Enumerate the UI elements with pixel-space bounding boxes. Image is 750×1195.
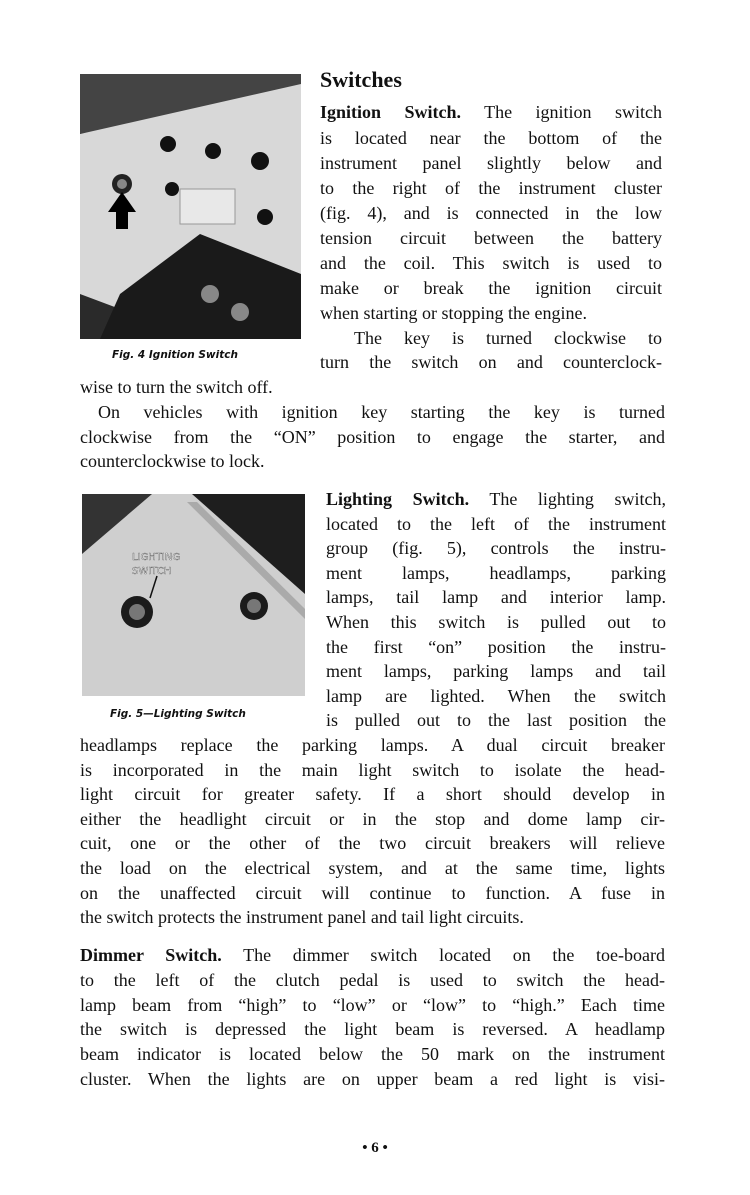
line-text: turn the switch on and counterclock- — [320, 352, 662, 372]
line-text: the first “on” position the instru- — [326, 636, 666, 657]
line-text: the switch is depressed the light beam is reversed. A headlamp — [80, 1019, 665, 1040]
text-line — [326, 512, 666, 536]
text-line — [320, 151, 662, 175]
line-text: ment lamps, headlamps, parking — [326, 562, 666, 583]
text-line — [320, 100, 662, 124]
line-text: The dimmer switch located on the toe-board — [221, 945, 665, 965]
line-text: on the unaffected circuit will continue to function. A fuse in — [80, 882, 665, 903]
text-line — [80, 1017, 665, 1041]
line-text: cluster. When the lights are on upper beam a red light is visi- — [80, 1069, 665, 1089]
line-text: The key is turned clockwise to — [354, 328, 662, 348]
section-heading: Switches — [320, 67, 402, 92]
text-line — [80, 733, 665, 757]
line-text: is located near the bottom of the — [320, 128, 662, 148]
line-text: the load on the electrical system, and at the same time, lights — [80, 858, 665, 878]
figure-5-label-line1: LIGHTING — [132, 552, 181, 563]
figure-4-photo — [80, 74, 301, 339]
text-line — [320, 226, 662, 250]
line-text: is pulled out to the last position the — [326, 710, 666, 731]
text-line — [80, 782, 665, 806]
text-line — [326, 536, 666, 560]
line-text: is incorporated in the main light switch to isolate the head- — [80, 759, 665, 780]
figure-4-caption: Fig. 4 Ignition Switch — [112, 349, 238, 361]
text-line — [80, 968, 665, 992]
paragraph-lead: Ignition Switch. — [320, 102, 461, 122]
line-text: the switch protects the instrument panel and tail light circuits. — [80, 907, 524, 928]
line-text: beam indicator is located below the 50 mark on the instrument — [80, 1044, 665, 1065]
line-text: wise to turn the switch off. — [80, 377, 273, 397]
line-text: The ignition switch — [460, 102, 662, 122]
line-text: tension circuit between the battery — [320, 228, 662, 248]
text-line — [80, 449, 665, 473]
text-line — [326, 487, 666, 511]
line-text: either the headlight circuit or in the stop and dome lamp cir- — [80, 808, 665, 829]
line-text: make or break the ignition circuit — [320, 278, 662, 298]
text-line — [320, 350, 662, 374]
line-text: ment lamps, parking lamps and tail — [326, 661, 666, 682]
text-line — [326, 561, 666, 585]
text-line — [80, 1067, 665, 1091]
text-line — [80, 807, 665, 831]
page-number: • 6 • — [362, 1140, 388, 1156]
line-text: group (fig. 5), controls the instru- — [326, 538, 666, 559]
line-text: lamp are lighted. When the switch — [326, 685, 666, 706]
text-line — [354, 326, 662, 350]
paragraph-lead: Lighting Switch. — [326, 489, 470, 509]
text-line — [326, 635, 666, 659]
text-line — [80, 993, 665, 1017]
text-line — [320, 276, 662, 300]
text-line — [80, 1042, 665, 1066]
line-text: to the right of the instrument cluster — [320, 178, 662, 198]
text-line — [80, 943, 665, 967]
line-text: and the coil. This switch is used to — [320, 253, 662, 273]
line-text: (fig. 4), and is connected in the low — [320, 203, 662, 223]
text-line — [80, 856, 665, 880]
ignition-switch-photo-icon — [80, 74, 301, 339]
figure-5-label-line2: SWITCH — [132, 566, 172, 577]
line-text: clockwise from the “ON” position to engage the starter, and — [80, 427, 665, 447]
line-text: cuit, one or the other of the two circuit breakers will relieve — [80, 833, 665, 854]
text-line — [326, 585, 666, 609]
paragraph-lead: Dimmer Switch. — [80, 945, 222, 965]
line-text: instrument panel slightly below and — [320, 153, 662, 173]
line-text: When this switch is pulled out to — [326, 612, 666, 632]
line-text: light circuit for greater safety. If a short should develop in — [80, 784, 665, 805]
text-line — [80, 905, 665, 929]
text-line — [98, 400, 665, 424]
text-line — [80, 425, 665, 449]
text-line — [320, 251, 662, 275]
line-text: The lighting switch, — [469, 489, 666, 509]
line-text: to the left of the clutch pedal is used to switch the head- — [80, 969, 665, 990]
text-line — [326, 684, 666, 708]
figure-5-photo — [82, 494, 305, 696]
line-text: headlamps replace the parking lamps. A dual circuit breaker — [80, 735, 665, 755]
text-line — [80, 831, 665, 855]
text-line — [80, 881, 665, 905]
text-line — [326, 610, 666, 634]
line-text: located to the left of the instrument — [326, 513, 666, 534]
text-line — [320, 301, 662, 325]
text-line — [320, 176, 662, 200]
text-line — [326, 708, 666, 732]
figure-5-caption: Fig. 5—Lighting Switch — [110, 708, 246, 720]
line-text: when starting or stopping the engine. — [320, 303, 587, 323]
text-line — [80, 375, 665, 399]
text-line — [320, 126, 662, 150]
line-text: counterclockwise to lock. — [80, 451, 265, 471]
line-text: lamp beam from “high” to “low” or “low” to “high.” Each time — [80, 994, 665, 1015]
text-line — [320, 201, 662, 225]
text-line — [326, 659, 666, 683]
line-text: On vehicles with ignition key starting the key is turned — [98, 402, 665, 422]
lighting-switch-photo-icon — [82, 494, 305, 696]
text-line — [80, 758, 665, 782]
line-text: lamps, tail lamp and interior lamp. — [326, 587, 666, 608]
